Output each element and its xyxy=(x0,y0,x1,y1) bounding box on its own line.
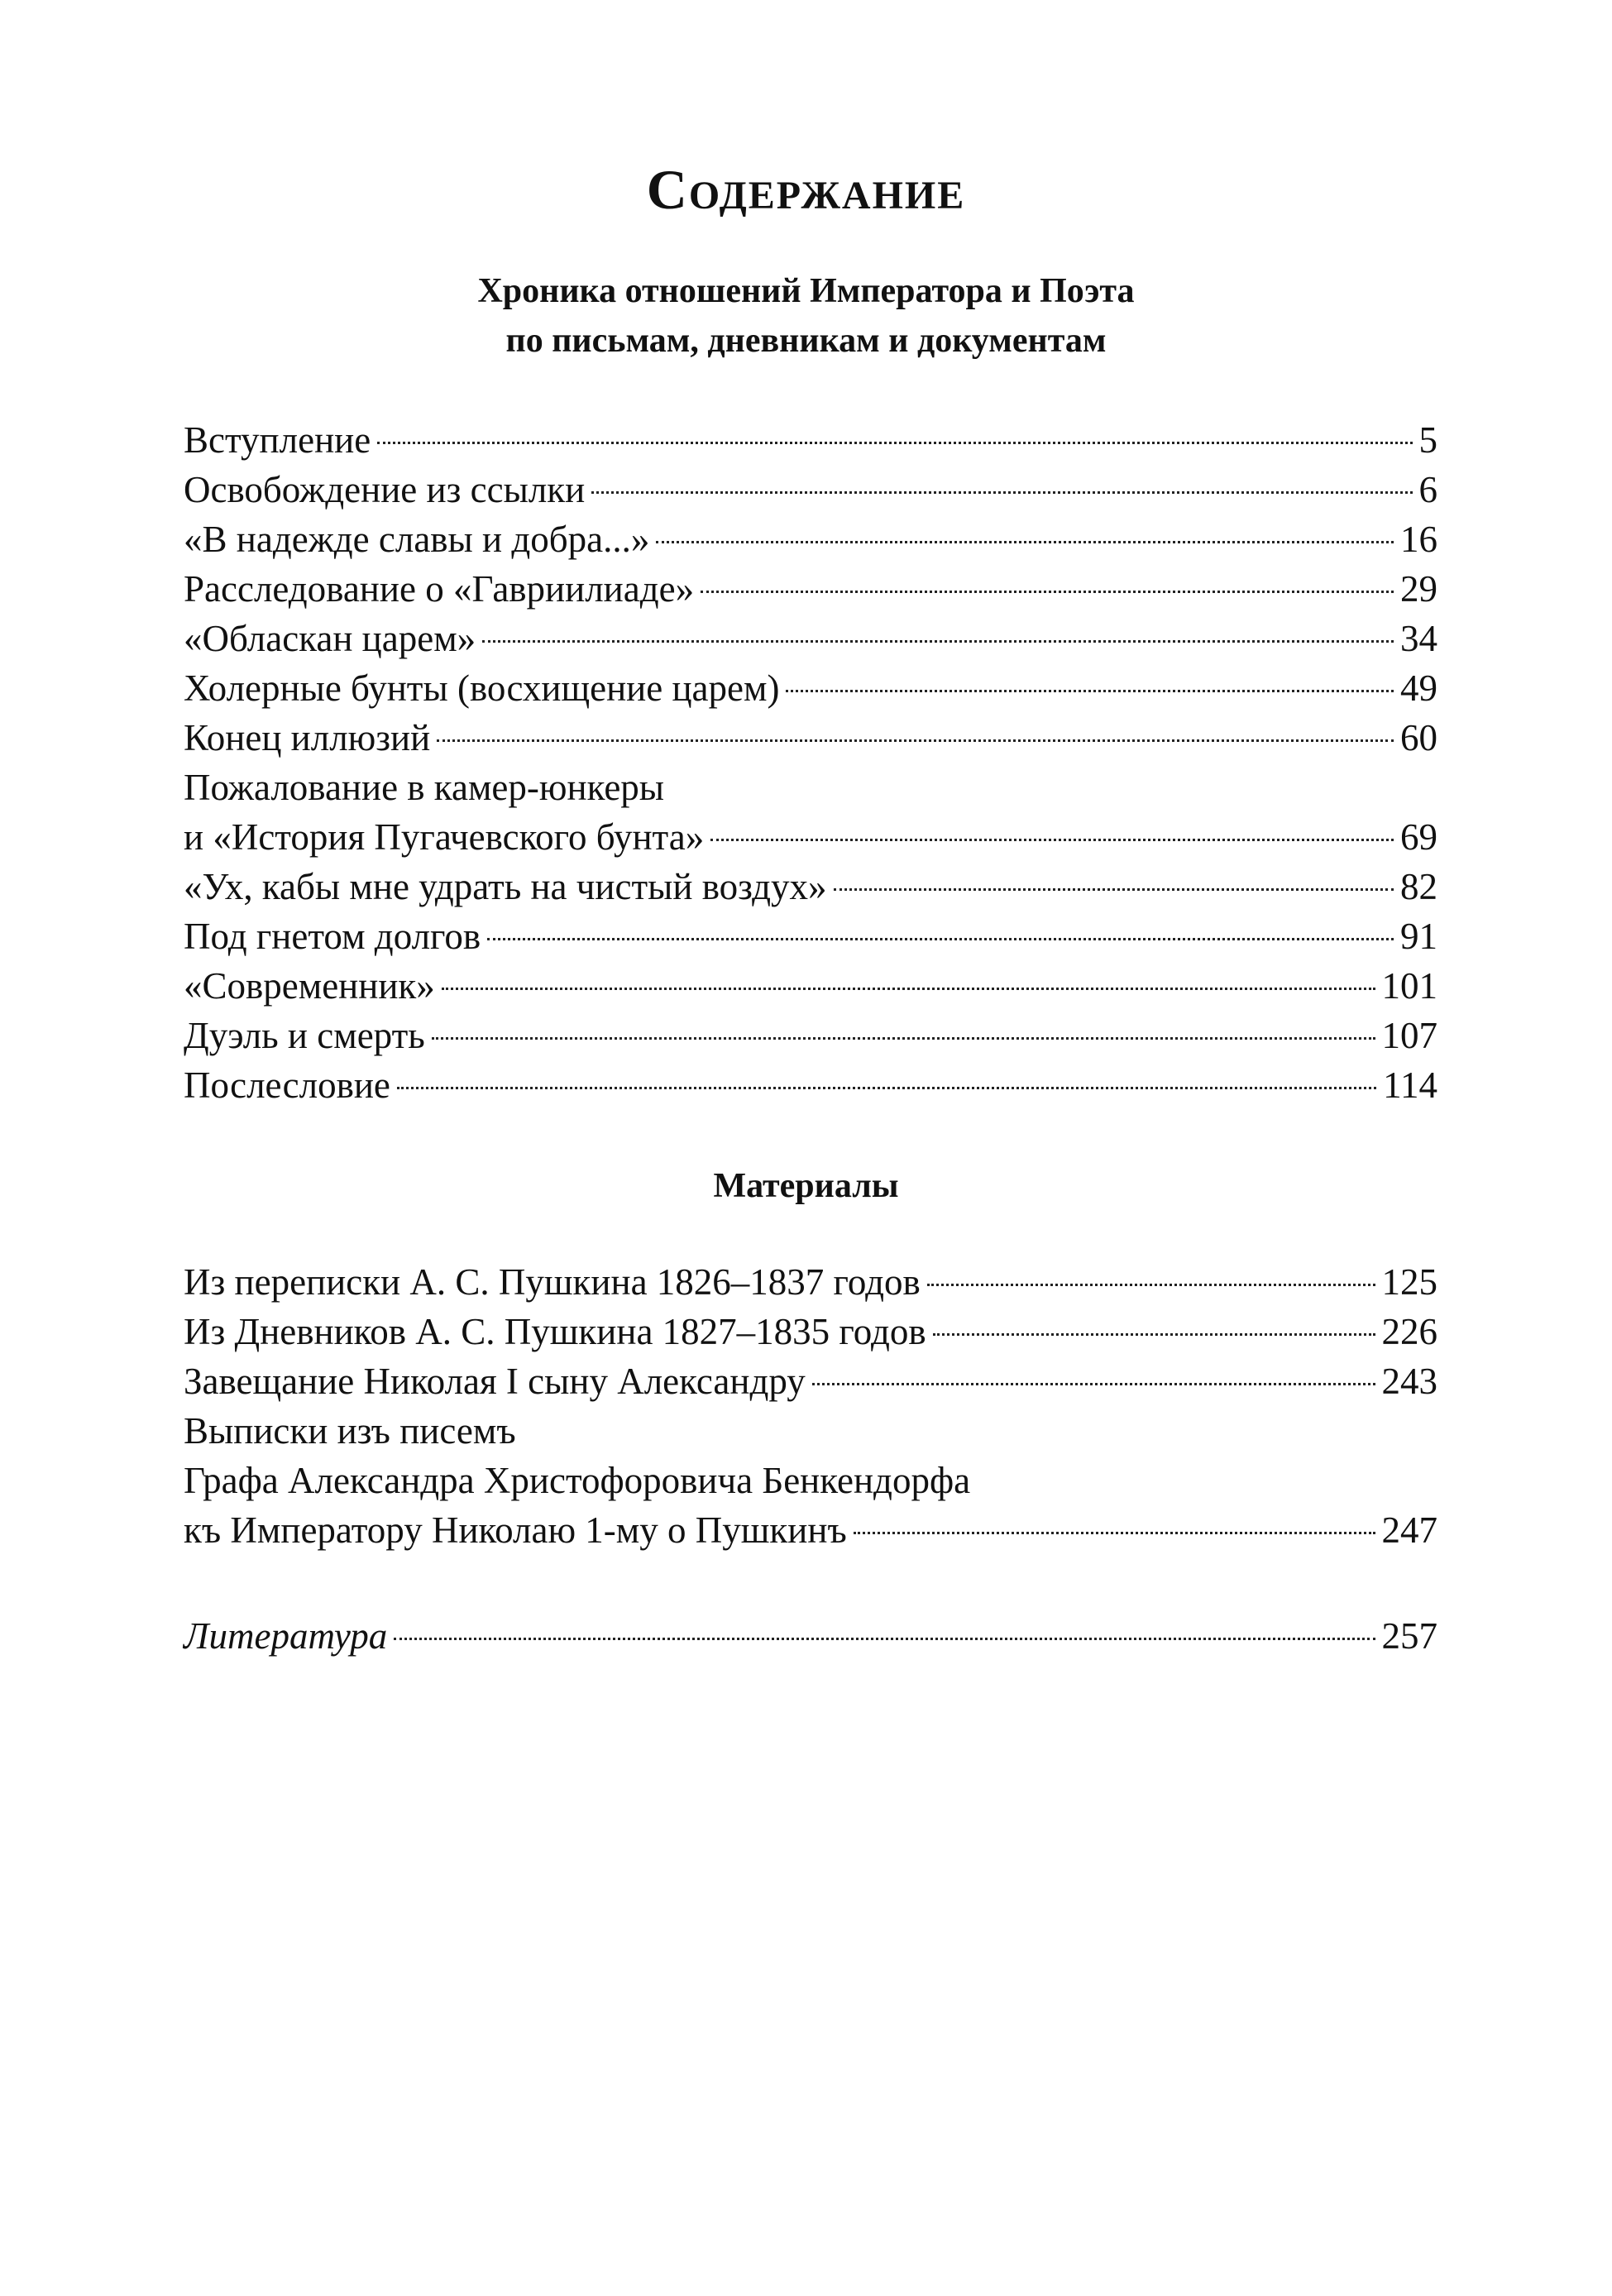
dot-leader xyxy=(656,541,1394,543)
dot-leader xyxy=(377,442,1412,444)
toc-entry-label: Расследование о «Гавриилиаде» xyxy=(184,568,695,610)
toc-entry[interactable] xyxy=(184,564,1437,614)
toc-entry-page: 226 xyxy=(1381,1311,1437,1352)
dot-leader xyxy=(701,591,1394,593)
toc-entry-page: 107 xyxy=(1381,1015,1437,1056)
section-subtitle xyxy=(0,266,1612,366)
toc-entry[interactable] xyxy=(184,1060,1437,1110)
dot-leader xyxy=(487,938,1394,940)
toc-entry[interactable] xyxy=(184,911,1437,961)
dot-leader xyxy=(394,1638,1375,1640)
dot-leader xyxy=(437,739,1394,742)
dot-leader xyxy=(482,640,1394,643)
toc-entry-label: Послесловие xyxy=(184,1064,390,1106)
toc-entry-label: и «История Пугачевского бунта» xyxy=(184,816,705,858)
toc-materials xyxy=(184,1257,1437,1555)
toc-entry[interactable] xyxy=(184,862,1437,911)
toc-entry[interactable] xyxy=(184,614,1437,663)
toc-entry-label-line: Графа Александра Христофоровича Бенкендорфа xyxy=(184,1460,971,1501)
dot-leader xyxy=(442,988,1375,990)
toc-entry-label: Завещание Николая I сыну Александру xyxy=(184,1361,806,1402)
dot-leader xyxy=(591,491,1412,494)
toc-entry[interactable] xyxy=(184,1505,1437,1555)
toc-entry-label: Конец иллюзий xyxy=(184,717,431,758)
toc-entry-label: Литература xyxy=(184,1615,388,1657)
toc-entry-page: 60 xyxy=(1400,717,1437,758)
dot-leader xyxy=(854,1532,1375,1534)
subtitle-line-2: по письмам, дневникам и документам xyxy=(505,322,1107,360)
toc-entry-page: 5 xyxy=(1418,419,1437,461)
toc-entry[interactable] xyxy=(184,415,1437,465)
dot-leader xyxy=(397,1087,1376,1089)
dot-leader xyxy=(933,1333,1375,1336)
toc-entry[interactable] xyxy=(184,465,1437,514)
toc-entry-page: 91 xyxy=(1400,916,1437,957)
toc-entry-label: «Ух, кабы мне удрать на чистый воздух» xyxy=(184,866,827,907)
dot-leader xyxy=(834,888,1394,891)
toc-entry-label: Из переписки А. С. Пушкина 1826–1837 годов xyxy=(184,1261,921,1303)
toc-entry-page: 101 xyxy=(1381,965,1437,1007)
toc-entry[interactable] xyxy=(184,514,1437,564)
dot-leader xyxy=(927,1284,1375,1286)
toc-entry-page: 6 xyxy=(1418,469,1437,510)
toc-entry-label-line: Пожалование в камер-юнкеры xyxy=(184,767,665,808)
toc-entry[interactable] xyxy=(184,961,1437,1011)
toc-entry-label: Под гнетом долгов xyxy=(184,916,481,957)
toc-chronicle xyxy=(184,415,1437,1110)
dot-leader xyxy=(710,839,1394,841)
toc-entry[interactable] xyxy=(184,663,1437,713)
toc-entry-label: Холерные бунты (восхищение царем) xyxy=(184,667,780,709)
toc-entry-page: 125 xyxy=(1381,1261,1437,1303)
dot-leader xyxy=(432,1037,1375,1040)
toc-entry-label: «Обласкан царем» xyxy=(184,618,476,659)
toc-entry-page: 69 xyxy=(1400,816,1437,858)
materials-heading: Материалы xyxy=(713,1167,899,1205)
toc-entry-page: 29 xyxy=(1400,568,1437,610)
toc-literature xyxy=(184,1611,1437,1661)
toc-entry-page: 257 xyxy=(1381,1615,1437,1657)
toc-entry-page: 16 xyxy=(1400,519,1437,560)
toc-entry-page: 34 xyxy=(1400,618,1437,659)
toc-entry[interactable] xyxy=(184,1011,1437,1060)
toc-entry[interactable] xyxy=(184,1257,1437,1307)
toc-entry[interactable] xyxy=(184,1307,1437,1356)
toc-entry[interactable] xyxy=(184,1611,1437,1661)
toc-entry[interactable] xyxy=(184,1356,1437,1406)
toc-entry[interactable] xyxy=(184,713,1437,763)
toc-entry-label: Из Дневников А. С. Пушкина 1827–1835 годов xyxy=(184,1311,926,1352)
dot-leader xyxy=(786,690,1394,692)
toc-entry-page: 49 xyxy=(1400,667,1437,709)
toc-entry[interactable] xyxy=(184,812,1437,862)
toc-entry-label: Освобождение из ссылки xyxy=(184,469,586,510)
toc-entry-label-line: Выписки изъ писемъ xyxy=(184,1410,516,1452)
toc-entry-label: «В надежде славы и добра...» xyxy=(184,519,650,560)
subtitle-line-1: Хроника отношений Императора и Поэта xyxy=(477,272,1135,310)
toc-entry-page: 114 xyxy=(1383,1064,1437,1106)
toc-entry-page: 82 xyxy=(1400,866,1437,907)
toc-entry-label: къ Императору Николаю 1-му о Пушкинъ xyxy=(184,1509,847,1551)
toc-entry-page: 247 xyxy=(1381,1509,1437,1551)
dot-leader xyxy=(812,1383,1375,1385)
page-title: Содержание xyxy=(646,158,966,221)
toc-entry-page: 243 xyxy=(1381,1361,1437,1402)
toc-entry-label: Дуэль и смерть xyxy=(184,1015,425,1056)
toc-entry-label: Вступление xyxy=(184,419,371,461)
toc-entry-label: «Современник» xyxy=(184,965,435,1007)
